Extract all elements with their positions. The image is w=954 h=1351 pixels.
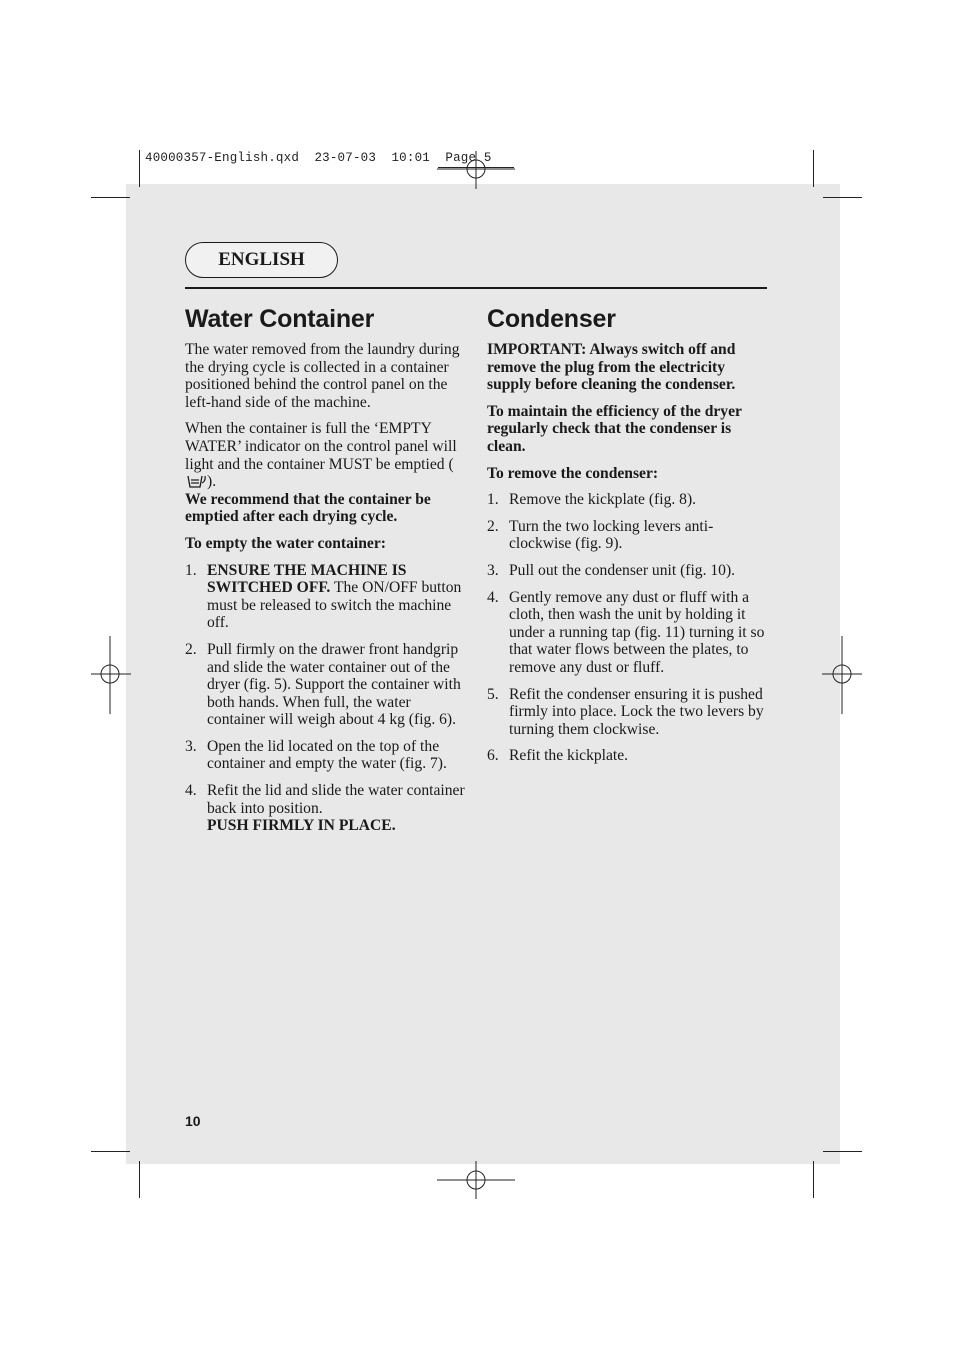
maintenance-note: [487, 403, 767, 456]
step-text: Gently remove any dust or fluff with a cloth, then wash the unit by holding it under a running tap (fig. 11) turning it so that water flows between the plates, to remove any dust or fluff.: [509, 588, 765, 676]
list-item: [185, 782, 467, 835]
slug-time: 10:01: [391, 151, 430, 165]
step-text: Remove the kickplate (fig. 8).: [509, 491, 697, 509]
water-steps-heading: [185, 535, 467, 553]
step-number: 4.: [487, 588, 499, 606]
list-item: [185, 562, 467, 632]
empty-water-text: When the container is full the ‘EMPTY WATER’ indicator on the control panel will light and the container MUST be emptied (: [185, 420, 457, 473]
crop-mark-top-right-h: [823, 197, 862, 198]
condenser-steps-list: [487, 491, 767, 765]
registration-mark-bottom: [437, 1161, 515, 1201]
list-item: [185, 738, 467, 773]
step-number: 6.: [487, 747, 499, 765]
registration-mark-top: [437, 151, 515, 191]
crop-mark-top-left-v: [139, 150, 140, 187]
step-number: 4.: [185, 782, 197, 800]
list-item: [487, 747, 767, 765]
condenser-steps-heading: [487, 465, 767, 483]
crop-mark-bottom-left-v: [139, 1161, 140, 1198]
water-container-title: Water Container: [185, 305, 375, 333]
recommendation: [185, 491, 467, 526]
language-tab-label: ENGLISH: [218, 249, 305, 270]
page-number: 10: [185, 1113, 201, 1129]
water-container-intro: The water removed from the laundry during the drying cycle is collected in a container positioned behind the control panel on the left-hand side of the machine.: [185, 341, 460, 411]
step-number: 3.: [487, 561, 499, 579]
crop-mark-bottom-right-v: [813, 1161, 814, 1198]
condenser-title: Condenser: [487, 305, 616, 333]
step-bold: PUSH FIRMLY IN PLACE.: [207, 817, 396, 835]
slug-filename: 40000357-English.qxd: [145, 151, 300, 165]
list-item: [487, 491, 767, 509]
crop-mark-top-right-v: [813, 150, 814, 187]
step-number: 1.: [487, 491, 499, 509]
recommendation-text: We recommend that the container be emptied after each drying cycle.: [185, 490, 431, 526]
step-bold: ENSURE THE MACHINE IS SWITCHED OFF.: [207, 561, 407, 597]
step-text: The ON/OFF button must be released to switch the machine off.: [207, 579, 462, 632]
slug-date: 23-07-03: [314, 151, 377, 165]
step-text: Refit the lid and slide the water container back into position.: [207, 782, 465, 817]
important-notice: [487, 341, 767, 394]
condenser-steps-heading-text: To remove the condenser:: [487, 464, 659, 482]
list-item: [487, 518, 767, 553]
step-number: 2.: [487, 517, 499, 535]
step-number: 1.: [185, 561, 197, 579]
step-text: Refit the condenser ensuring it is pushed firmly into place. Lock the two levers by turning them clockwise.: [509, 685, 764, 738]
list-item: [487, 589, 767, 677]
water-container-section: [185, 304, 467, 844]
registration-mark-right: [822, 636, 862, 714]
step-number: 3.: [185, 737, 197, 755]
empty-water-text-end: ).: [207, 473, 217, 491]
list-item: [487, 562, 767, 580]
empty-water-paragraph: [185, 420, 467, 490]
crop-mark-bottom-right-h: [823, 1151, 862, 1152]
step-text: Open the lid located on the top of the container and empty the water (fig. 7).: [207, 737, 447, 773]
header-rule: [185, 287, 767, 289]
step-number: 2.: [185, 640, 197, 658]
slug-page: Page 5: [445, 151, 492, 165]
step-text: Pull firmly on the drawer front handgrip and slide the water container out of the dryer (fig. 5). Support the container with both hands. When full, the water container will weigh about 4 kg (fig. 6).: [207, 640, 461, 729]
step-text: Turn the two locking levers anti-clockwise (fig. 9).: [509, 517, 714, 553]
water-steps-list: [185, 562, 467, 835]
water-steps-heading-text: To empty the water container:: [185, 534, 386, 552]
list-item: [487, 686, 767, 739]
important-text: IMPORTANT: Always switch off and remove the plug from the electricity supply before cleaning the condenser.: [487, 341, 736, 394]
list-item: [185, 641, 467, 729]
registration-mark-left: [91, 636, 131, 714]
language-tab: [185, 242, 338, 278]
crop-mark-top-left-h: [91, 197, 130, 198]
step-text: Refit the kickplate.: [509, 747, 629, 765]
crop-mark-bottom-left-h: [91, 1151, 130, 1152]
step-text: Pull out the condenser unit (fig. 10).: [509, 561, 736, 579]
step-number: 5.: [487, 685, 499, 703]
maintenance-text: To maintain the efficiency of the dryer regularly check that the condenser is clean.: [487, 402, 742, 455]
condenser-section: [487, 304, 767, 774]
empty-water-icon: [185, 474, 207, 489]
